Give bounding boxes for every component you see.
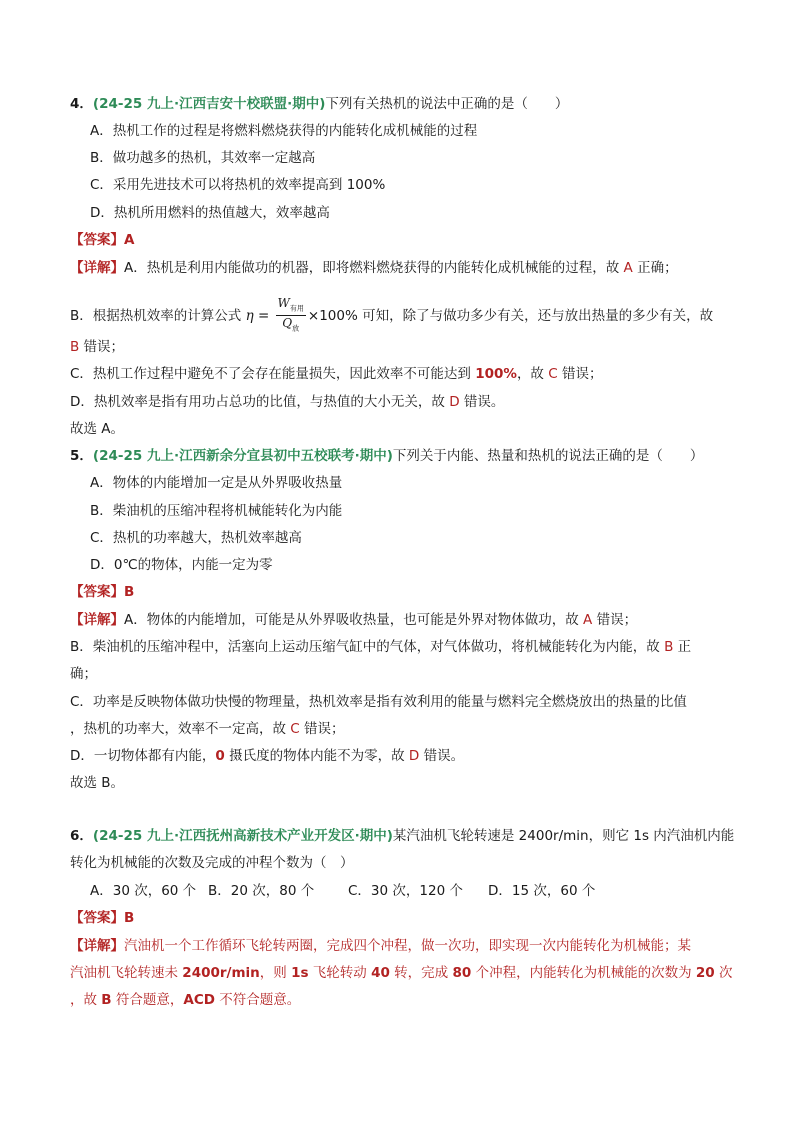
answer-line (70, 230, 134, 250)
explanation-line (70, 719, 345, 739)
conclusion: 故选 A。 (70, 421, 125, 437)
option-c: C．采用先进技术可以将热机的效率提高到 100% (90, 177, 386, 193)
explanation-text: ，故 (70, 992, 102, 1008)
highlight: A (583, 612, 593, 628)
question-number: 5． (70, 448, 93, 464)
efficiency-formula (276, 296, 306, 336)
answer-tag: 【答案】 (70, 232, 124, 248)
explanation-line (70, 990, 300, 1010)
question-6-stem (70, 826, 734, 846)
highlight: 1s (291, 965, 309, 981)
option-b: B．做功越多的热机，其效率一定越高 (90, 150, 316, 166)
highlight: 40 (371, 965, 390, 981)
explanation-line (70, 610, 637, 630)
highlight: D (408, 748, 420, 764)
explanation-text: 错误； (592, 612, 638, 628)
option-a: A．物体的内能增加一定是从外界吸收热量 (90, 475, 343, 491)
question-source: (24-25 九上·江西抚州高新技术产业开发区·期中) (92, 828, 393, 844)
explanation-text: D．一切物体都有内能， (70, 748, 216, 764)
answer-value: B (124, 910, 135, 926)
explanation-text: B．根据热机效率的计算公式 (70, 307, 242, 324)
question-number: 4． (70, 96, 93, 112)
explanation-text: ，则 (259, 965, 292, 981)
question-4-stem (70, 94, 568, 114)
answer-tag: 【答案】 (70, 584, 124, 600)
formula-sub: 放 (292, 324, 300, 333)
highlight: C (548, 366, 558, 382)
explanation-text: 不符合题意。 (214, 992, 301, 1008)
explanation-text: A．物体的内能增加，可能是从外界吸收热量，也可能是外界对物体做功，故 (124, 612, 584, 628)
explanation-line (70, 364, 602, 384)
explanation-text: ，热机的功率大，效率不一定高，故 (70, 721, 291, 737)
option-d: D．热机所用燃料的热值越大，效率越高 (90, 205, 330, 221)
conclusion: 故选 B。 (70, 775, 125, 791)
explanation-text: 摄氏度的物体内能不为零，故 (224, 748, 409, 764)
explanation-line: C．功率是反映物体做功快慢的物理量，热机效率是指有效利用的能量与燃料完全燃烧放出的热量的比值 (70, 694, 687, 710)
question-text: 下列有关热机的说法中正确的是（ ） (325, 96, 569, 112)
explanation-text: 可知，除了与做功多少有关，还与放出热量的多少有关，故 (357, 307, 714, 324)
explanation-text: 汽油机飞轮转速未 (70, 965, 183, 981)
explanation-text: 正确； (632, 260, 678, 276)
formula-sub: 有用 (289, 304, 304, 313)
option-d: D．15 次，60 个 (488, 883, 596, 899)
explanation-text: D．热机效率是指有用功占总功的比值，与热值的大小无关，故 (70, 394, 450, 410)
answer-line (70, 582, 134, 602)
explanation-text: ，故 (516, 366, 549, 382)
highlight: B (664, 639, 674, 655)
explanation-line (70, 746, 464, 766)
question-number: 6． (70, 828, 93, 844)
explanation-text: 错误； (79, 339, 125, 355)
highlight: B (101, 992, 112, 1008)
explanation-text: 错误； (299, 721, 345, 737)
option-b: B．20 次，80 个 (208, 883, 315, 899)
explanation-text: C．热机工作过程中避免不了会存在能量损失，因此效率不可能达到 (70, 366, 476, 382)
explanation-line (70, 258, 678, 278)
explanation-text: 错误。 (459, 394, 505, 410)
answer-tag: 【答案】 (70, 910, 124, 926)
formula-q: Q (282, 316, 293, 331)
highlight: 80 (452, 965, 472, 981)
formula-w: W (277, 296, 290, 310)
explanation-line (70, 637, 691, 657)
answer-value: B (124, 584, 135, 600)
explanation-text: 次 (714, 965, 733, 981)
highlight: A (623, 260, 633, 276)
explanation-tag: 【详解】 (70, 260, 124, 276)
question-source: (24-25 九上·江西新余分宜县初中五校联考·期中) (92, 448, 393, 464)
explanation-text: 符合题意， (111, 992, 184, 1008)
explanation-text: 个冲程，内能转化为机械能的次数为 (471, 965, 696, 981)
explanation-text: 飞轮转动 (308, 965, 372, 981)
explanation-text: A．热机是利用内能做功的机器，即将燃料燃烧获得的内能转化成机械能的过程，故 (124, 260, 624, 276)
options-row (90, 881, 595, 901)
option-c: C．30 次，120 个 (348, 883, 463, 899)
highlight: B (70, 339, 80, 355)
highlight: D (449, 394, 460, 410)
efficiency-symbol: η = (245, 307, 274, 324)
explanation-text: 转，完成 (389, 965, 453, 981)
highlight: 0 (215, 748, 225, 764)
explanation-tag: 【详解】 (70, 612, 124, 628)
highlight: 100% (475, 366, 517, 382)
explanation-text: 错误； (557, 366, 603, 382)
highlight: C (290, 721, 300, 737)
explanation-text: 错误。 (419, 748, 465, 764)
explanation-tag: 【详解】 (70, 938, 124, 954)
question-source: (24-25 九上·江西吉安十校联盟·期中) (92, 96, 326, 112)
highlight: 2400r/min (182, 965, 260, 981)
explanation-line (70, 963, 732, 983)
explanation-line-formula (70, 296, 713, 336)
formula-multiplier: ×100% (307, 307, 358, 324)
explanation-text: B．柴油机的压缩冲程中，活塞向上运动压缩气缸中的气体，对气体做功，将机械能转化为内能，故 (70, 639, 665, 655)
option-a: A．热机工作的过程是将燃料燃烧获得的内能转化成机械能的过程 (90, 123, 478, 139)
formula-denominator (276, 316, 306, 335)
option-b: B．柴油机的压缩冲程将机械能转化为内能 (90, 503, 343, 519)
question-5-stem (70, 446, 703, 466)
question-text: 下列关于内能、热量和热机的说法正确的是（ ） (392, 448, 704, 464)
explanation-line (70, 392, 504, 412)
option-c: C．热机的功率越大，热机效率越高 (90, 530, 302, 546)
answer-line (70, 908, 134, 928)
explanation-line: 确； (70, 666, 97, 682)
formula-numerator (276, 296, 306, 316)
option-d: D．0℃的物体，内能一定为零 (90, 557, 273, 573)
highlight: 20 (695, 965, 715, 981)
answer-value: A (124, 232, 135, 248)
question-text: 某汽油机飞轮转速是 2400r/min，则它 1s 内汽油机内能 (392, 828, 735, 844)
explanation-line (70, 936, 691, 956)
explanation-text: 汽油机一个工作循环飞轮转两圈，完成四个冲程，做一次功，即实现一次内能转化为机械能；某 (124, 938, 691, 954)
explanation-line (70, 337, 124, 357)
highlight: ACD (183, 992, 215, 1008)
option-a: A．30 次，60 个 (90, 883, 197, 899)
question-6-stem-cont: 转化为机械能的次数及完成的冲程个数为（ ） (70, 855, 354, 871)
explanation-text: 正 (673, 639, 692, 655)
